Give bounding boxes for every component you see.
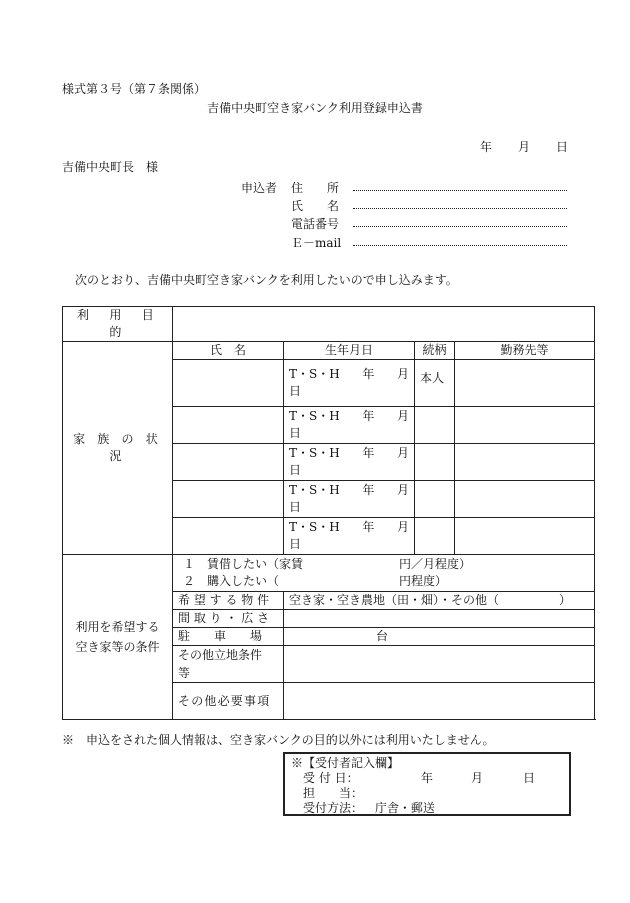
other-location-label bbox=[173, 646, 284, 683]
era-month: 月 bbox=[396, 483, 409, 497]
purchase-options bbox=[173, 555, 595, 592]
phone-label: 電話番号 bbox=[291, 217, 340, 231]
purpose-field[interactable] bbox=[173, 307, 595, 342]
family-workplace-field[interactable] bbox=[455, 444, 595, 481]
family-birthdate-field[interactable] bbox=[284, 407, 415, 444]
layout-label: 間 取 り ・ 広 さ bbox=[173, 610, 284, 628]
reception-year: 年 bbox=[421, 771, 434, 785]
family-header-birthdate: 生年月日 bbox=[284, 342, 415, 360]
family-name-field[interactable] bbox=[173, 481, 284, 518]
era-day: 日 bbox=[289, 500, 302, 514]
applicant-label: 申込者 bbox=[241, 181, 278, 195]
purpose-row bbox=[63, 307, 595, 342]
layout-field[interactable] bbox=[284, 610, 595, 628]
family-name-field[interactable] bbox=[173, 444, 284, 481]
form-number: 様式第３号（第７条関係） bbox=[62, 82, 207, 96]
era-text: T・S・H bbox=[289, 446, 340, 460]
phone-field[interactable] bbox=[353, 226, 567, 227]
parking-unit: 台 bbox=[376, 629, 389, 643]
conditions-label bbox=[63, 555, 173, 720]
addressee: 吉備中央町長 様 bbox=[62, 160, 159, 174]
era-text: T・S・H bbox=[289, 367, 340, 381]
era-year: 年 bbox=[362, 520, 375, 534]
application-table bbox=[62, 306, 595, 720]
name-field[interactable] bbox=[353, 208, 567, 209]
era-day: 日 bbox=[289, 426, 302, 440]
reception-month: 月 bbox=[471, 771, 484, 785]
era-year: 年 bbox=[362, 367, 375, 381]
other-location-field[interactable] bbox=[284, 646, 595, 683]
document-title: 吉備中央町空き家バンク利用登録申込書 bbox=[207, 101, 423, 115]
conditions-label-line1: 利用を希望する bbox=[75, 620, 160, 634]
reception-day: 日 bbox=[523, 771, 536, 785]
family-name-field[interactable] bbox=[173, 360, 284, 407]
family-header-name: 氏 名 bbox=[173, 342, 284, 360]
family-header-row bbox=[63, 342, 595, 360]
family-label: 家 族 の 状 況 bbox=[63, 342, 173, 555]
property-label: 希 望 す る 物 件 bbox=[173, 592, 284, 610]
option-rent[interactable]: １ 賃借したい（家賃 円／月程度） bbox=[183, 557, 472, 571]
family-birthdate-field[interactable] bbox=[284, 518, 415, 555]
family-workplace-field[interactable] bbox=[455, 481, 595, 518]
era-month: 月 bbox=[396, 409, 409, 423]
family-birthdate-field[interactable] bbox=[284, 481, 415, 518]
reception-box bbox=[283, 752, 571, 816]
era-year: 年 bbox=[362, 446, 375, 460]
parking-field[interactable] bbox=[284, 628, 595, 646]
reception-method-line bbox=[291, 801, 563, 816]
era-day: 日 bbox=[289, 463, 302, 477]
reception-method-label: 受付方法： bbox=[303, 801, 364, 815]
address-field[interactable] bbox=[353, 190, 567, 191]
family-birthdate-field[interactable] bbox=[284, 360, 415, 407]
date-year-label: 年 bbox=[480, 140, 493, 154]
email-field[interactable] bbox=[353, 245, 567, 246]
date-day-label: 日 bbox=[556, 140, 569, 154]
era-day: 日 bbox=[289, 537, 302, 551]
reception-date-label: 受 付 日： bbox=[303, 771, 359, 785]
era-year: 年 bbox=[362, 483, 375, 497]
other-required-field[interactable] bbox=[284, 683, 595, 720]
reception-staff-line bbox=[291, 786, 563, 801]
reception-date-line bbox=[291, 771, 563, 786]
conditions-options-row bbox=[63, 555, 595, 592]
reception-staff-label: 担 当： bbox=[303, 786, 364, 800]
era-text: T・S・H bbox=[289, 409, 340, 423]
family-name-field[interactable] bbox=[173, 518, 284, 555]
era-year: 年 bbox=[362, 409, 375, 423]
family-relation-field[interactable] bbox=[415, 481, 455, 518]
option-buy[interactable]: ２ 購入したい（ 円程度） bbox=[183, 574, 448, 588]
intro-text: 次のとおり、吉備中央町空き家バンクを利用したいので申し込みます。 bbox=[75, 273, 458, 287]
era-month: 月 bbox=[396, 520, 409, 534]
relation-self: 本人 bbox=[420, 371, 445, 385]
family-workplace-field[interactable] bbox=[455, 360, 595, 407]
address-label: 住 所 bbox=[291, 181, 340, 195]
family-name-field[interactable] bbox=[173, 407, 284, 444]
family-workplace-field[interactable] bbox=[455, 407, 595, 444]
conditions-label-line2: 空き家等の条件 bbox=[75, 640, 160, 654]
family-workplace-field[interactable] bbox=[455, 518, 595, 555]
family-header-workplace: 勤務先等 bbox=[455, 342, 595, 360]
name-label: 氏 名 bbox=[291, 199, 340, 213]
family-relation-field[interactable] bbox=[415, 444, 455, 481]
privacy-notice: ※ 申込をされた個人情報は、空き家バンクの目的以外には利用いたしません。 bbox=[62, 733, 495, 747]
parking-label: 駐 車 場 bbox=[173, 628, 284, 646]
family-header-relation: 続柄 bbox=[415, 342, 455, 360]
email-label: Ｅ－mail bbox=[291, 236, 342, 250]
era-day: 日 bbox=[289, 384, 302, 398]
property-value[interactable]: 空き家・空き農地（田・畑）・その他（ ） bbox=[284, 592, 595, 610]
other-location-line1: その他立地条件 bbox=[178, 648, 263, 662]
purpose-label: 利 用 目 的 bbox=[63, 307, 173, 342]
era-month: 月 bbox=[396, 367, 409, 381]
other-required-label: その他必要事項 bbox=[173, 683, 284, 720]
family-relation-field[interactable] bbox=[415, 360, 455, 407]
reception-heading: ※【受付者記入欄】 bbox=[291, 756, 400, 770]
date-month-label: 月 bbox=[518, 140, 531, 154]
family-relation-field[interactable] bbox=[415, 407, 455, 444]
family-birthdate-field[interactable] bbox=[284, 444, 415, 481]
era-month: 月 bbox=[396, 446, 409, 460]
family-relation-field[interactable] bbox=[415, 518, 455, 555]
reception-method-value: 庁舎・郵送 bbox=[374, 801, 435, 815]
era-text: T・S・H bbox=[289, 483, 340, 497]
other-location-line2: 等 bbox=[178, 666, 191, 680]
era-text: T・S・H bbox=[289, 520, 340, 534]
